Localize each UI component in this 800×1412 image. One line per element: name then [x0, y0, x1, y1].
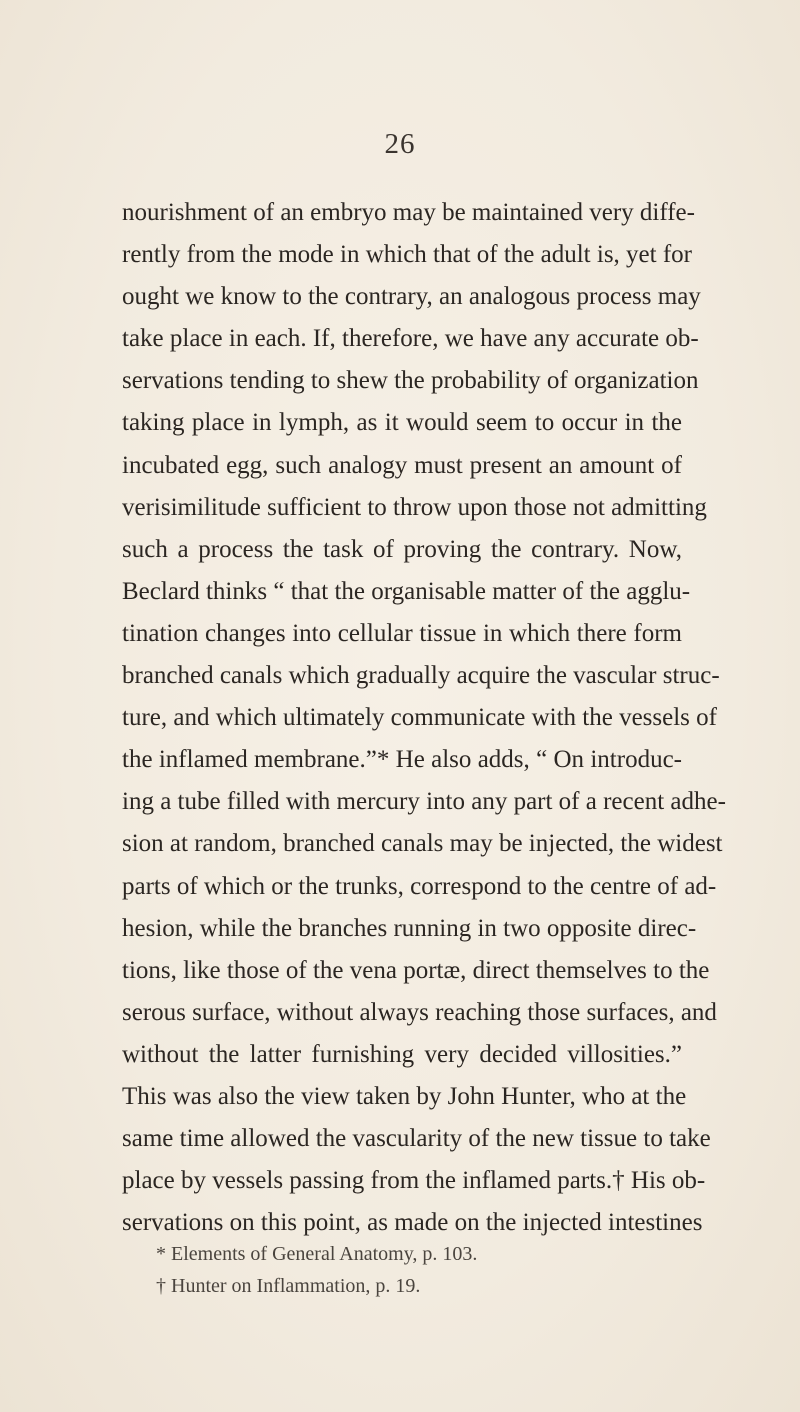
text-line: place by vessels passing from the inflamed parts.† His ob- [122, 1167, 706, 1195]
text-line: This was also the view taken by John Hunter, who at the [122, 1082, 687, 1110]
text-line: such a process the task of proving the contrary. Now, [122, 535, 682, 563]
text-line: taking place in lymph, as it would seem to occur in the [122, 409, 682, 437]
text-line: nourishment of an embryo may be maintained very diffe- [122, 199, 695, 226]
text-line: incubated egg, such analogy must present an amount of [122, 451, 682, 479]
text-line: servations on this point, as made on the injected intestines [122, 1209, 703, 1237]
text-line: parts of which or the trunks, correspond to the centre of ad- [122, 872, 717, 900]
text-line: Beclard thinks “ that the organisable matter of the agglu- [122, 577, 691, 605]
text-line: serous surface, without always reaching those surfaces, and [122, 998, 717, 1026]
text-line: ought we know to the contrary, an analogous process may [122, 283, 701, 311]
text-line: the inflamed membrane.”* He also adds, “ On introduc- [122, 746, 682, 774]
text-line: rently from the mode in which that of the adult is, yet for [122, 241, 692, 269]
footnote: † Hunter on Inflammation, p. 19. [156, 1275, 421, 1297]
footnotes [156, 1238, 656, 1302]
text-line: without the latter furnishing very decided villosities.” [122, 1040, 682, 1068]
footnote: * Elements of General Anatomy, p. 103. [156, 1243, 478, 1265]
text-line: tination changes into cellular tissue in which there form [122, 619, 682, 647]
body-text [122, 192, 726, 1244]
text-line: ture, and which ultimately communicate with the vessels of [122, 704, 717, 732]
text-line: tions, like those of the vena portæ, direct themselves to the [122, 956, 710, 984]
text-line: take place in each. If, therefore, we have any accurate ob- [122, 325, 699, 353]
page-number: 26 [384, 128, 416, 160]
text-line: hesion, while the branches running in two opposite direc- [122, 914, 697, 942]
text-line: ing a tube filled with mercury into any part of a recent adhe- [122, 788, 726, 816]
text-line: verisimilitude sufficient to throw upon those not admitting [122, 493, 707, 521]
text-line: same time allowed the vascularity of the new tissue to take [122, 1125, 711, 1153]
text-line: servations tending to shew the probability of organization [122, 367, 699, 395]
text-line: sion at random, branched canals may be injected, the widest [122, 830, 723, 858]
text-line: branched canals which gradually acquire the vascular struc- [122, 662, 720, 690]
